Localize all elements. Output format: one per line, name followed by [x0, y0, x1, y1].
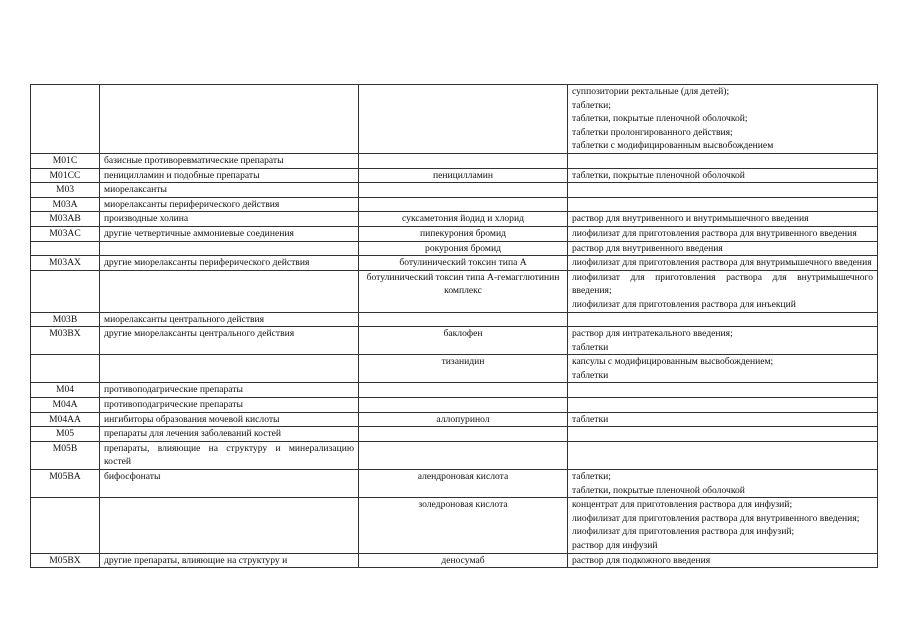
atc-code-cell: M05 [31, 427, 100, 442]
drug-name-cell [359, 398, 568, 413]
pharmacological-group-cell [100, 241, 359, 256]
dosage-forms-cell [568, 226, 878, 241]
drug-name-cell [359, 153, 568, 168]
table-row [31, 441, 878, 469]
pharmacological-group-cell: производные холина [100, 212, 359, 227]
drug-name-cell [359, 441, 568, 469]
pharmacological-group-cell: противоподагрические препараты [100, 398, 359, 413]
pharmacological-group-cell [100, 498, 359, 553]
dosage-forms-cell [568, 553, 878, 568]
table-row [31, 212, 878, 227]
atc-code-cell [31, 85, 100, 154]
dosage-form-line: таблетки; [572, 471, 611, 483]
table-row [31, 498, 878, 553]
drug-name-cell: ботулинический токсин типа A [359, 256, 568, 271]
dosage-forms-cell [568, 197, 878, 212]
table-row [31, 183, 878, 198]
pharmacological-group-cell [100, 270, 359, 312]
pharmacological-group-cell [100, 85, 359, 154]
dosage-form-line: суппозитории ректальные (для детей); [572, 86, 730, 97]
atc-code-cell: M03AC [31, 226, 100, 241]
drug-name-cell: баклофен [359, 327, 568, 355]
drug-list-table [30, 84, 878, 568]
dosage-forms-cell [568, 256, 878, 271]
dosage-forms-cell [568, 241, 878, 256]
dosage-form-line: концентрат для приготовления раствора для инфузий; [572, 499, 793, 511]
drug-name-cell [359, 427, 568, 442]
atc-code-cell: M01CC [31, 168, 100, 183]
atc-code-cell [31, 270, 100, 312]
dosage-form-line: таблетки пролонгированного действия; [572, 126, 733, 138]
pharmacological-group-cell: миорелаксанты [100, 183, 359, 198]
pharmacological-group-cell: пеницилламин и подобные препараты [100, 168, 359, 183]
atc-code-cell: M03AX [31, 256, 100, 271]
pharmacological-group-cell: другие препараты, влияющие на структуру и [100, 553, 359, 568]
pharmacological-group-cell: другие четвертичные аммониевые соединения [100, 226, 359, 241]
dosage-form-line: таблетки [572, 369, 609, 381]
pharmacological-group-cell: другие миорелаксанты центрального действия [100, 327, 359, 355]
dosage-form-line: капсулы с модифицированным высвобождением; [572, 356, 774, 368]
pharmacological-group-cell [100, 355, 359, 383]
atc-code-cell: M05BA [31, 470, 100, 498]
table-row [31, 226, 878, 241]
dosage-form-line: таблетки, покрытые пленочной оболочкой [572, 169, 745, 181]
dosage-form-line: раствор для внутривенного и внутримышечного введения [572, 213, 809, 225]
dosage-forms-cell [568, 183, 878, 198]
atc-code-cell: M03BX [31, 327, 100, 355]
dosage-forms-cell [568, 355, 878, 383]
drug-name-cell [359, 85, 568, 154]
pharmacological-group-cell: миорелаксанты центрального действия [100, 312, 359, 327]
table-row [31, 470, 878, 498]
dosage-forms-cell [568, 383, 878, 398]
dosage-forms-cell [568, 412, 878, 427]
dosage-form-line: лиофилизат для приготовления раствора для инъекций [572, 298, 796, 310]
dosage-forms-cell [568, 85, 878, 154]
table-row [31, 412, 878, 427]
atc-code-cell [31, 498, 100, 553]
dosage-form-line: таблетки, покрытые пленочной оболочкой; [572, 113, 748, 125]
drug-name-cell: деносумаб [359, 553, 568, 568]
dosage-forms-cell [568, 168, 878, 183]
drug-name-cell: тизанидин [359, 355, 568, 383]
drug-name-cell [359, 183, 568, 198]
drug-name-cell: суксаметония йодид и хлорид [359, 212, 568, 227]
dosage-form-line: лиофилизат для приготовления раствора для инфузий; [572, 526, 795, 538]
dosage-forms-cell [568, 153, 878, 168]
atc-code-cell: M04 [31, 383, 100, 398]
dosage-form-line: таблетки, покрытые пленочной оболочкой [572, 484, 745, 496]
atc-code-cell: M03A [31, 197, 100, 212]
table-row [31, 312, 878, 327]
atc-code-cell: M05BX [31, 553, 100, 568]
atc-code-cell: M04A [31, 398, 100, 413]
dosage-form-line: таблетки [572, 341, 609, 353]
atc-code-cell [31, 241, 100, 256]
pharmacological-group-cell: ингибиторы образования мочевой кислоты [100, 412, 359, 427]
dosage-form-line: лиофилизат для приготовления раствора для внутримышечного введения; [572, 271, 873, 297]
atc-code-cell: M03AB [31, 212, 100, 227]
atc-code-cell: M01C [31, 153, 100, 168]
atc-code-cell [31, 355, 100, 383]
table-row [31, 153, 878, 168]
drug-name-cell [359, 383, 568, 398]
drug-name-cell: рокурония бромид [359, 241, 568, 256]
table-row [31, 85, 878, 154]
pharmacological-group-cell: препараты, влияющие на структуру и минерализацию костей [100, 441, 359, 469]
dosage-form-line: таблетки; [572, 99, 611, 111]
pharmacological-group-cell: противоподагрические препараты [100, 383, 359, 398]
table-row [31, 398, 878, 413]
dosage-forms-cell [568, 212, 878, 227]
dosage-forms-cell [568, 327, 878, 355]
dosage-form-line: таблетки с модифицированным высвобождением [572, 140, 774, 152]
dosage-forms-cell [568, 427, 878, 442]
dosage-forms-cell [568, 398, 878, 413]
pharmacological-group-cell: другие миорелаксанты периферического действия [100, 256, 359, 271]
table-row [31, 553, 878, 568]
dosage-forms-cell [568, 470, 878, 498]
dosage-form-line: раствор для внутривенного введения [572, 242, 723, 254]
dosage-forms-cell [568, 312, 878, 327]
drug-name-cell [359, 197, 568, 212]
pharmacological-group-cell: базисные противоревматические препараты [100, 153, 359, 168]
drug-name-cell [359, 312, 568, 327]
table-row [31, 327, 878, 355]
table-row [31, 427, 878, 442]
pharmacological-group-cell: препараты для лечения заболеваний костей [100, 427, 359, 442]
table-row [31, 355, 878, 383]
pharmacological-group-cell: миорелаксанты периферического действия [100, 197, 359, 212]
drug-name-cell: ботулинический токсин типа A-гемагглютинин комплекс [359, 270, 568, 312]
dosage-forms-cell [568, 270, 878, 312]
drug-name-cell: золедроновая кислота [359, 498, 568, 553]
table-row [31, 241, 878, 256]
table-row [31, 270, 878, 312]
pharmacological-group-cell: бифосфонаты [100, 470, 359, 498]
drug-name-cell: алендроновая кислота [359, 470, 568, 498]
dosage-form-line: раствор для подкожного введения [572, 554, 711, 566]
table-row [31, 383, 878, 398]
table-row [31, 168, 878, 183]
dosage-forms-cell [568, 441, 878, 469]
drug-name-cell: пеницилламин [359, 168, 568, 183]
atc-code-cell: M05B [31, 441, 100, 469]
dosage-form-line: таблетки [572, 413, 609, 425]
table-row [31, 197, 878, 212]
dosage-form-line: лиофилизат для приготовления раствора для внутривенного введения [572, 227, 857, 239]
dosage-form-line: раствор для интратекального введения; [572, 328, 733, 340]
table-row [31, 256, 878, 271]
table-body [31, 85, 878, 568]
dosage-form-line: раствор для инфузий [572, 540, 658, 551]
drug-name-cell: аллопуринол [359, 412, 568, 427]
atc-code-cell: M04AA [31, 412, 100, 427]
dosage-form-line: лиофилизат для приготовления раствора для внутривенного введения; [572, 512, 860, 524]
atc-code-cell: M03 [31, 183, 100, 198]
drug-name-cell: пипекурония бромид [359, 226, 568, 241]
dosage-form-line: лиофилизат для приготовления раствора для внутримышечного введения [572, 257, 872, 269]
dosage-forms-cell [568, 498, 878, 553]
atc-code-cell: M03B [31, 312, 100, 327]
